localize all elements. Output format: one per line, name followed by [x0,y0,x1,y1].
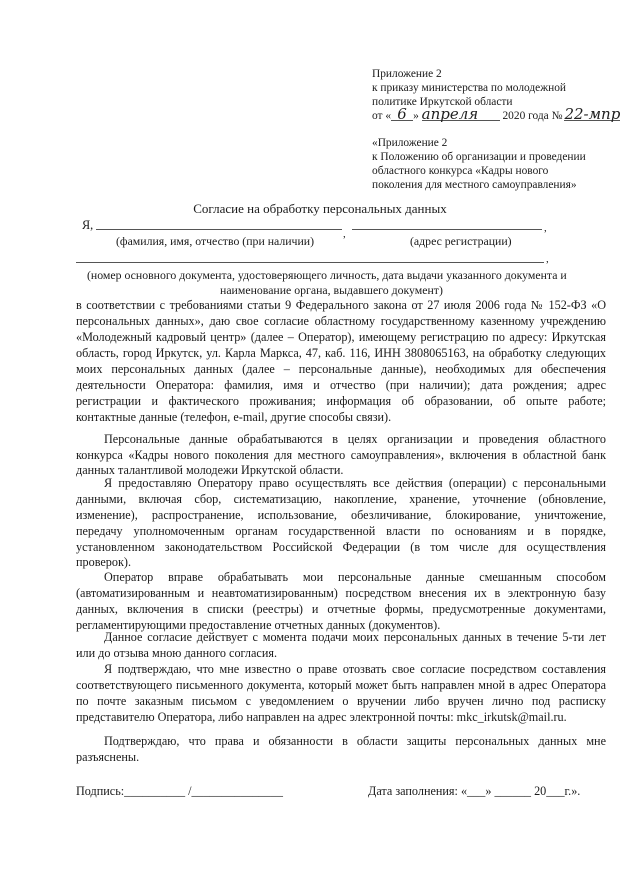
paragraph-5-line: или до отзыва мною данного согласия. [76,646,277,660]
paragraph-2-line: данных талантливой молодежи Иркутской области. [76,463,344,477]
annex-line-1: «Приложение 2 [372,137,448,149]
document-caption-2: наименование органа, выдавшего документ) [220,283,443,297]
paragraph-3-line: данными, включая сбор, систематизацию, накопление, хранение, уточнение (обновление, [76,492,606,506]
date-prefix: от « [372,110,392,122]
paragraph-6-line: соответствующего письменного документа, который может быть направлен мной в адрес Оператора [76,678,606,692]
appendix-line-1: Приложение 2 [372,68,442,80]
address-fill-line [352,229,542,230]
paragraph-3-line: передачу уполномоченным органам государственной власти по основаниям и в порядке, [76,524,606,538]
paragraph-5-line: Данное согласие действует с момента подачи моих персональных данных в течение 5-ти лет [104,630,606,644]
paragraph-1-line: «Молодежный кадровый центр» (далее – Оператор), имеющему регистрацию по адресу: Иркутская [76,330,606,344]
date-mid: » [413,110,422,122]
appendix-line-2: к приказу министерства по молодежной [372,82,566,94]
handwritten-day: 6 [391,109,413,121]
annex-line-3: областного конкурса «Кадры нового [372,165,549,177]
paragraph-4-line: (автоматизированным и неавтоматизированным) посредством внесения их в электронную базу [76,586,606,600]
annex-line-4: поколения для местного самоуправления» [372,179,577,191]
document-caption-1: (номер основного документа, удостоверяющего личность, дата выдачи указанного документа и [87,268,567,282]
paragraph-6-line: Я подтверждаю, что мне известно о праве отозвать свое согласие посредством составления [104,662,606,676]
fio-caption: (фамилия, имя, отчество (при наличии) [116,234,315,248]
fio-fill-line [96,229,342,230]
paragraph-6-line: по почте заказным письмом с уведомлением о вручении либо вручен лично под расписку [76,694,606,708]
ya-label: Я, [82,218,94,232]
comma-mark: , [343,228,346,240]
handwritten-month: апреля [422,109,500,121]
document-title: Согласие на обработку персональных данных [193,201,447,216]
paragraph-1-line: персональных данных», даю свое согласие областному государственному казенному учреждению [76,314,606,328]
paragraph-1-line: деятельности Оператора: фамилия, имя и отчество (при наличии); дата рождения; адрес [76,378,606,392]
signature-line: Подпись:__________ /_______________ [76,784,283,798]
paragraph-3-line: Я предоставляю Оператору право осуществлять все действия (операции) с персональными [104,476,606,490]
paragraph-1-line: область, город Иркутск, ул. Карла Маркса, 47, каб. 116, ИНН 3808065163, на обработку следующих [76,346,606,360]
appendix-date-line [372,105,621,123]
document-fill-line [76,262,544,263]
paragraph-2-line: конкурса «Кадры нового поколения для местного самоуправления», включения в областной банк [76,448,606,462]
address-caption: (адрес регистрации) [410,234,512,248]
year-text: 2020 года № [502,110,563,122]
paragraph-4-line: данных, включения в списки (реестры) и отчетные формы, предусмотренные документами, [76,602,606,616]
paragraph-1-line: контактные данные (телефон, e-mail, другие способы связи). [76,410,392,424]
paragraph-3-line: проверок). [76,555,132,569]
paragraph-6-line: представителю Оператора, либо направлен на адрес электронной почты: mkc_irkutsk@mail.ru. [76,710,567,724]
paragraph-2-line: Персональные данные обрабатываются в целях организации и проведения областного [104,432,606,446]
annex-line-2: к Положению об организации и проведении [372,151,586,163]
comma-mark: , [544,222,547,234]
paragraph-1-line: регистрации и фактического проживания; информация об образовании, об опыте работе; [76,394,606,408]
paragraph-3-line: установленном законодательством Российской Федерации (в том числе для осуществления [76,540,606,554]
paragraph-7-line: Подтверждаю, что права и обязанности в области защиты персональных данных мне [104,734,606,748]
paragraph-3-line: изменение), распространение, использование, обезличивание, блокирование, уничтожение, [76,508,606,522]
paragraph-7-line: разъяснены. [76,750,140,764]
paragraph-1-line: в соответствии с требованиями статьи 9 Федерального закона от 27 июля 2006 года № 152-ФЗ «О [76,298,606,312]
appendix-line-3: политике Иркутской области [372,96,513,108]
handwritten-number: 22-мпр [564,105,621,123]
paragraph-4-line: регламентирующими предоставление отчетных данных (документов). [76,618,441,632]
paragraph-4-line: Оператор вправе обрабатывать мои персональные данные смешанным способом [104,570,606,584]
comma-mark: , [546,253,549,265]
fill-date-line: Дата заполнения: «___» ______ 20___г.». [368,784,581,798]
paragraph-1-line: моих персональных данных (далее – персональные данные), необходимых для обеспечения [76,362,606,376]
